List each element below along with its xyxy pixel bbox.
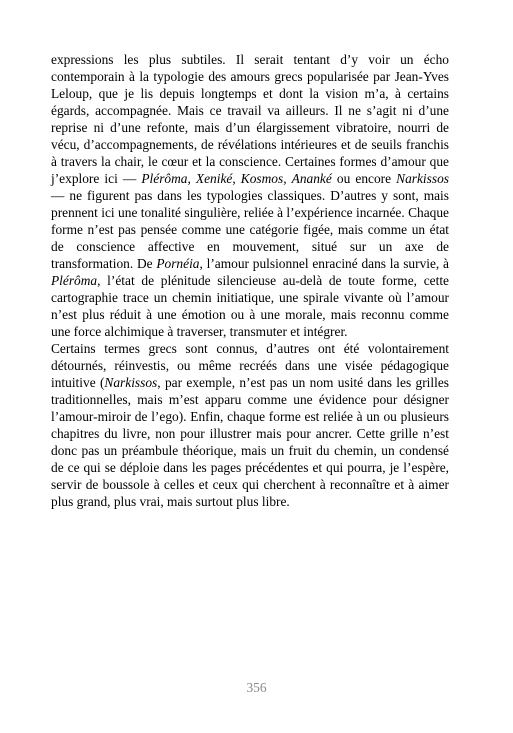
italic-term: Narkissos [396, 171, 449, 186]
text-run: , l’amour pulsionnel enraciné dans la survie, à [199, 256, 449, 271]
text-run: , [232, 171, 241, 186]
paragraph [51, 51, 449, 340]
italic-term: Pornéia [156, 256, 200, 271]
italic-term: Kosmos [240, 171, 284, 186]
italic-term: Xeniké [195, 171, 233, 186]
italic-term: Plérôma [51, 273, 98, 288]
text-run: , [187, 171, 196, 186]
italic-term: Ananké [291, 171, 332, 186]
text-run: , l’état de plénitude silencieuse au-delà de toute forme, cette cartographie trace un chemin initiatique, une spirale vivante où l’amour n’est plus réduit à une émotion ou à une morale, mais reconnu comme une force alchimique à traverser, transmuter et intégrer. [51, 273, 449, 339]
text-run: , [283, 171, 292, 186]
text-run: expressions les plus subtiles. Il serait tentant d’y voir un écho contemporain à la typologie des amours grecs popularisée par Jean-Yves Leloup, que je lis depuis longtemps et dont la vision m’a, à certains égards, accompagnée. Mais ce travail va ailleurs. Il ne s’agit ni d’une reprise ni d’une refonte, mais d’un élargissement vibratoire, nourri de vécu, d’accompagnements, de révélations intérieures et de seuils franchis à travers la chair, le cœur et la conscience. Certaines formes d’amour que j’explore ici — [51, 52, 449, 186]
paragraph [51, 340, 449, 510]
text-run: — ne figurent pas dans les typologies classiques. D’autres y sont, mais prennent ici une tonalité singulière, reliée à l’expérience incarnée. Chaque forme n’est pas pensée comme une catégorie figée, mais comme un état de conscience affective en mouvement, situé sur un axe de transformation. De [51, 188, 449, 271]
italic-term: Plérôma [141, 171, 188, 186]
page-number: 356 [246, 680, 267, 695]
text-run: , par exemple, n’est pas un nom usité dans les grilles traditionnelles, mais m’est apparu comme une évidence pour désigner l’amour-miroir de l’ego). Enfin, chaque forme est reliée à un ou plusieurs chapitres du livre, non pour illustrer mais pour ancrer. Cette grille n’est donc pas un préambule théorique, mais un fruit du chemin, un condensé de ce qui se déploie dans les pages précédentes et qui pourra, je l’espère, servir de boussole à celles et ceux qui cherchent à reconnaître et à aimer plus grand, plus vrai, mais surtout plus libre. [51, 375, 449, 509]
text-run: ou encore [331, 171, 397, 186]
text-run: Certains termes grecs sont connus, d’autres ont été volontairement détournés, réinvestis, ou même recréés dans une visée pédagogique intuitive ( [51, 341, 449, 390]
body-text [51, 51, 449, 510]
italic-term: Narkissos [104, 375, 158, 390]
